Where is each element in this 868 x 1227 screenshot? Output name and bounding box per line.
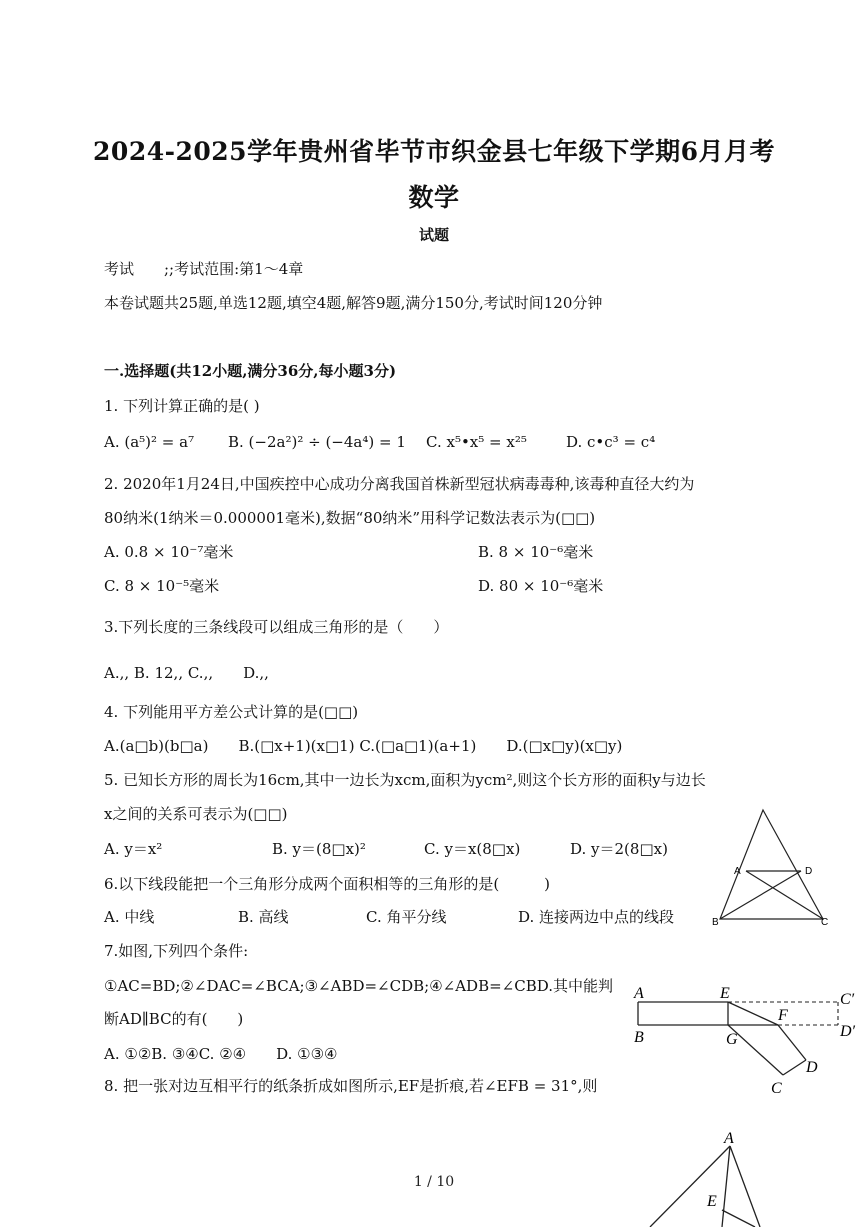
question-7-line-2: 断AD∥BC的有( )	[104, 1010, 244, 1028]
section-heading: 一.选择题(共12小题,满分36分,每小题3分)	[104, 362, 397, 380]
question-2-line-1: 2. 2020年1月24日,中国疾控中心成功分离我国首株新型冠状病毒毒种,该毒种直径大约为	[104, 475, 695, 493]
question-7-stem: 7.如图,下列四个条件:	[104, 942, 249, 960]
question-7-line-1: ①AC=BD;②∠DAC=∠BCA;③∠ABD=∠CDB;④∠ADB=∠CBD.其中能判	[104, 977, 613, 995]
question-2-option-b: B. 8 × 10⁻⁶毫米	[478, 543, 594, 561]
question-3-options: A.,, B. 12,, C.,, D.,,	[104, 664, 269, 682]
folded-strip-figure	[628, 980, 860, 1100]
question-1-option-b: B. (−2a²)² ÷ (−4a⁴) = 1	[228, 433, 406, 451]
question-5-option-b: B. y＝(8□x)²	[272, 840, 366, 858]
question-1-stem: 1. 下列计算正确的是( )	[104, 397, 260, 415]
triangle-label-c: C	[821, 917, 829, 928]
question-1-option-d: D. c•c³ = c⁴	[566, 433, 656, 451]
question-6-stem: 6.以下线段能把一个三角形分成两个面积相等的三角形的是( )	[104, 875, 551, 893]
triangle-label-b: B	[712, 917, 719, 928]
strip-label-c-prime: C′	[840, 991, 855, 1008]
strip-label-d: D	[806, 1059, 818, 1076]
page-title: 2024-2025学年贵州省毕节市织金县七年级下学期6月月考	[93, 137, 775, 166]
bottom-label-e: E	[707, 1193, 717, 1210]
strip-label-g: G	[726, 1031, 738, 1048]
question-5-option-c: C. y＝x(8□x)	[424, 840, 521, 858]
strip-label-a: A	[634, 985, 644, 1002]
question-5-line-2: x之间的关系可表示为(□□)	[104, 805, 288, 823]
question-2-option-d: D. 80 × 10⁻⁶毫米	[478, 577, 604, 595]
strip-label-e: E	[720, 985, 730, 1002]
strip-label-f: F	[778, 1007, 788, 1024]
triangle-label-a: A	[734, 866, 741, 877]
question-2-option-a: A. 0.8 × 10⁻⁷毫米	[104, 543, 234, 561]
question-3-stem: 3.下列长度的三条线段可以组成三角形的是（ ）	[104, 618, 449, 636]
question-6-option-c: C. 角平分线	[366, 908, 447, 926]
strip-label-c: C	[771, 1080, 782, 1097]
question-6-option-d: D. 连接两边中点的线段	[518, 908, 675, 926]
question-5-line-1: 5. 已知长方形的周长为16cm,其中一边长为xcm,面积为ycm²,则这个长方形的面积y与边长	[104, 771, 706, 789]
triangle-label-d: D	[805, 866, 813, 877]
question-5-option-d: D. y＝2(8□x)	[570, 840, 668, 858]
triangle-figure	[706, 804, 836, 928]
question-5-option-a: A. y＝x²	[104, 840, 163, 858]
page-number: 1 / 10	[413, 1174, 455, 1190]
page-subtitle-2: 试题	[418, 226, 449, 244]
strip-label-d-prime: D′	[840, 1023, 856, 1040]
bottom-label-a: A	[724, 1130, 734, 1147]
question-4-stem: 4. 下列能用平方差公式计算的是(□□)	[104, 703, 359, 721]
question-2-line-2: 80纳米(1纳米＝0.000001毫米),数据“80纳米”用科学记数法表示为(□□)	[104, 509, 596, 527]
question-2-option-c: C. 8 × 10⁻⁵毫米	[104, 577, 220, 595]
question-8-stem: 8. 把一张对边互相平行的纸条折成如图所示,EF是折痕,若∠EFB = 31°,则	[104, 1077, 598, 1095]
question-6-option-a: A. 中线	[104, 908, 155, 926]
exam-info: 考试 ;;考试范围:第1～4章	[104, 260, 304, 278]
question-4-options: A.(a□b)(b□a) B.(□x+1)(x□1) C.(□a□1)(a+1) D.(□x□y)(x□y)	[104, 737, 623, 755]
question-1-option-a: A. (a⁵)² = a⁷	[104, 433, 195, 451]
question-6-option-b: B. 高线	[238, 908, 289, 926]
question-1-option-c: C. x⁵•x⁵ = x²⁵	[426, 433, 527, 451]
question-7-options: A. ①②B. ③④C. ②④ D. ①③④	[104, 1045, 338, 1063]
strip-label-b: B	[634, 1029, 644, 1046]
exam-summary: 本卷试题共25题,单选12题,填空4题,解答9题,满分150分,考试时间120分钟	[104, 294, 603, 312]
page-subtitle: 数学	[408, 183, 460, 212]
